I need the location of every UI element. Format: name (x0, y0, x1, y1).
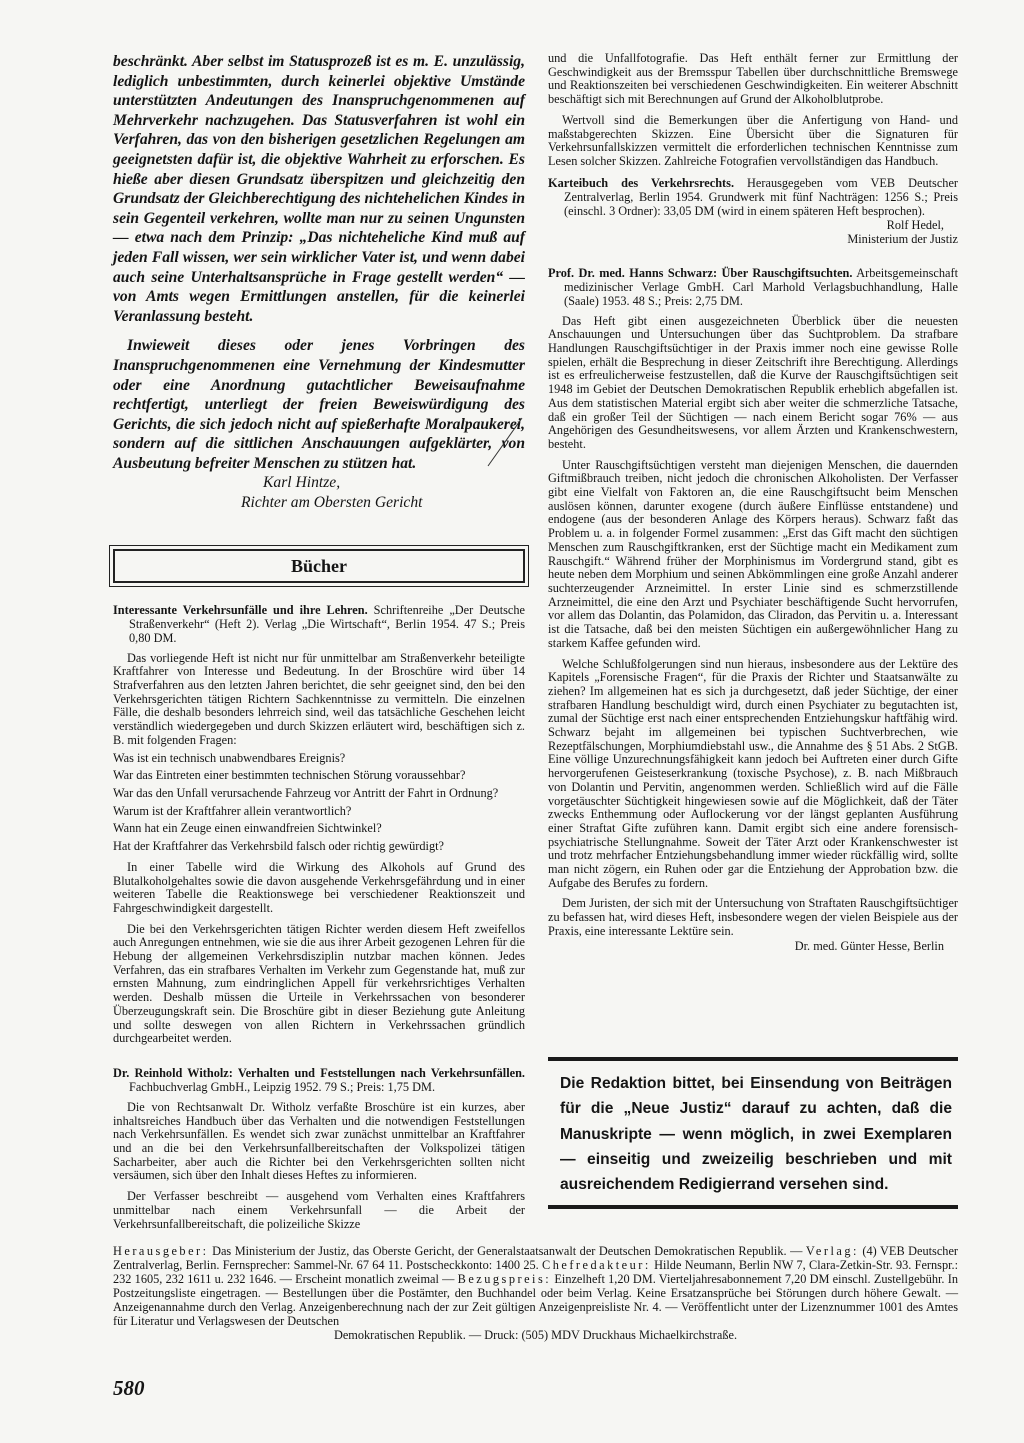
divider (548, 1205, 958, 1209)
imprint-label: Chefredakteur: (542, 1258, 651, 1272)
review-paragraph: Der Verfasser beschreibt — ausgehend vom Verhalten eines Kraftfahrers unmittelbar nach einem Verkehrsunfall — die Arbeit der Verkehrsunfallbereitschaft, die polizeiliche Skizze (113, 1189, 525, 1231)
imprint-value: (4) VEB Deutscher Zentralverlag, Berlin. Fernsprecher: Sammel-Nr. 67 64 11. Postscheckkonto: 1400 25. (113, 1244, 958, 1272)
book-entry-3 (548, 176, 958, 218)
question-item: War das den Unfall verursachende Fahrzeug vor Antritt der Fahrt in Ordnung? (113, 785, 499, 800)
review-paragraph: und die Unfallfotografie. Das Heft enthält ferner zur Ermittlung der Geschwindigkeit aus der Bremsspur Tabellen über durchschnittliche Bremswege und Reaktionszeiten bei verschiedenen Geschwindigkeiten. Ein weiterer Abschnitt beschäftigt sich mit Berechnungen auf Grund der Alkoholblutprobe. (548, 51, 958, 107)
left-column (113, 52, 525, 1231)
question-item: Warum ist der Kraftfahrer allein verantwortlich? (113, 803, 352, 818)
book-title: Prof. Dr. med. Hanns Schwarz: Über Rauschgiftsuchten. (548, 265, 853, 280)
book-info: Herausgegeben vom VEB Deutscher Zentralverlag, Berlin 1954. Grundwerk mit fünf Nachträgen: 1256 S.; Preis (einschl. 3 Ordner): 33,05 DM (wird in einem späteren Heft besprochen). (564, 175, 959, 218)
review-paragraph: Das vorliegende Heft ist nicht nur für unmittelbar am Straßenverkehr beteiligte Kraftfahrer von Interesse und Bedeutung. In der Broschüre wird über 14 Strafverfahren aus den letzten Jahren berichtet, die sehr geeignet sind, den bei den Verkehrsgerichten tätigen Richtern Sachkenntnisse zu vermitteln. Die einzelnen Fälle, die deshalb besonders lehrreich sind, weil das tatsächliche Geschehen leicht verständlich wiedergegeben und durch Skizzen erläutert wird, beschäftigen sich z. B. mit folgenden Fragen: (113, 650, 525, 747)
imprint-value: Hilde Neumann, Berlin NW 7, Clara-Zetkin-Str. 93. Fernspr.: 232 1605, 232 1611 u. 232 1646. — Erscheint monatlich zweimal — (113, 1258, 959, 1286)
book-title: Interessante Verkehrsunfälle und ihre Lehren. (113, 602, 368, 617)
review-paragraph: Die von Rechtsanwalt Dr. Witholz verfaßte Broschüre ist ein kurzes, aber inhaltsreiches Handbuch über das Verhalten und die notwendigen Feststellungen nach Verkehrsunfällen. Es wendet sich zwar zunächst unmittelbar an Kraftfahrer und an die bei den Verkehrsunfallbereitschaften der Volkspolizei tätigen Sacharbeiter, aber auch die Richter bei den Verkehrsgerichten sollten nicht versäumen, sich über den Inhalt dieses Heftes zu informieren. (113, 1099, 525, 1183)
question-item: War das Eintreten einer bestimmten technischen Störung voraussehbar? (113, 768, 466, 783)
review-paragraph: Welche Schlußfolgerungen sind nun hieraus, insbesondere aus der Lektüre des Kapitels „Forensische Fragen“, für die Praxis der Richter und Staatsanwälte zu ziehen? Im allgemeinen hat es sich ja durchgesetzt, daß jeder Süchtige, der einer strafbaren Handlung beschuldigt wird, durch einen Psychiater zu begutachten ist, zumal der Süchtige erst nach einer entsprechenden Entziehungskur haftfähig wird. Schwarz bejaht im allgemeinen bei typischen Suchtverbrechen, wie Rezeptfälschungen, Morphiumdiebstahl usw., die Annahme des § 51 Abs. 2 StGB. Eine völlige Unzurechnungsfähigkeit kann jedoch bei Auftreten einer durch Gifte hervorgerufenen Geisteserkrankung (toxische Psychose), z. B. nach Mißbrauch von Dolantin und Pervitin, angenommen werden. Schließlich wird auf die Fälle vorgetäuschter Süchtigkeit hingewiesen sowie auf die Möglichkeit, daß der Täter zwecks Enthemmung oder Auflockerung vor der längst geplanten Ausführung einer Straftat Gifte zuführen kann. Damit ergibt sich eine andere forensisch-psychiatrische Stellungnahme. Soweit der Täter Arzt oder Krankenschwester ist und trotz mehrfacher Entziehungsbehandlung immer wieder rückfällig wird, sollte man nicht zögern, ein Ruhen oder gar die Entziehung der Approbation bzw. die Aufgabe des Berufes zu fordern. (548, 656, 958, 890)
right-column (548, 52, 958, 953)
book-info: Schriftenreihe „Der Deutsche Straßenverkehr“ (Heft 2). Verlag „Die Wirtschaft“, Berlin 1954. 47 S.; Preis 0,80 DM. (129, 602, 525, 645)
imprint-text (113, 1244, 958, 1328)
section-heading-buecher: Bücher (113, 549, 525, 583)
signature-name: Dr. med. Günter Hesse, Berlin (794, 938, 944, 953)
imprint-last-line: Demokratischen Republik. — Druck: (505) MDV Druckhaus Michaelkirchstraße. (333, 1328, 738, 1342)
imprint-label: Verlag: (805, 1244, 859, 1258)
review-paragraph: Das Heft gibt einen ausgezeichneten Überblick über die neuesten Anschauungen und Untersuchungen über das Suchtproblem. Da strafbare Handlungen Rauschgiftsüchtiger in der Praxis immer noch eine gewisse Rolle spielen, erhält die Besprechung in dieser Zeitschrift ihre Berechtigung. Allerdings ist es erfreulicherweise festzustellen, daß die Kurve der Rauschgiftsüchtigen seit 1948 im Gebiet der Deutschen Demokratischen Republik erheblich abgefallen ist. Aus dem statistischen Material ergibt sich aber weiter die schmerzliche Tatsache, daß ein großer Teil der Süchtigen — nach einem Bericht sogar 76% — aus Angehörigen des Gesundheitswesens, vor allem Ärzten und Krankenschwestern, besteht. (548, 313, 958, 451)
italic-paragraph-1: beschränkt. Aber selbst im Statusprozeß ist es m. E. unzulässig, lediglich unbestimmten, durch keinerlei objektive Umstände unterstützten Andeutungen des Inanspruchgenommenen auf Mehrverkehr nachzugehen. Das Statusverfahren ist wohl ein Verfahren, das von den bisherigen gesetzlichen Regelungen am geeignetsten dafür ist, die objektive Wahrheit zu erforschen. Es hieße aber diesen Grundsatz überspitzen und gleichzeitig den Grundsatz der Gleichberechtigung des nichtehelichen Kindes in sein Gegenteil verkehren, wollte man nur zu seinen Ungunsten — etwa nach dem Prinzip: „Das nichteheliche Kind muß auf jeden Fall wissen, wer sein wirklicher Vater ist, und wenn dabei auch seine Unterhaltsansprüche in Frage gestellt werden“ — von Amts wegen Ermittlungen anstellen, für die keinerlei Veranlassung besteht. (113, 53, 525, 325)
notice-text: Die Redaktion bittet, bei Einsendung von Beiträgen für die „Neue Justiz“ darauf zu achten, daß die Manuskripte — wenn möglich, in zwei Exemplaren — einseitig und zweizeilig beschrieben und mit ausreichendem Redigierrand versehen sind. (560, 1075, 952, 1194)
question-item: Was ist ein technisch unabwendbares Ereignis? (113, 750, 346, 765)
review-paragraph: In einer Tabelle wird die Wirkung des Alkohols auf Grund des Blutalkoholgehaltes sowie die davon ausgehende Verkehrsgefährdung und in einer weiteren Tabelle die Reaktionswege bei verschiedener Reaktionszeit und Fahrgeschwindigkeit dargestellt. (113, 859, 525, 915)
imprint-label: Herausgeber: (113, 1244, 209, 1258)
pen-stroke-mark (486, 416, 526, 468)
book-entry-4 (548, 266, 958, 308)
book-entry-2 (113, 1066, 525, 1094)
review-paragraph: Unter Rauschgiftsüchtigen versteht man diejenigen Menschen, die dauernden Giftmißbrauch treiben, nicht jedoch die chronischen Alkoholisten. Der Verfasser gibt eine Vielfalt von Faktoren an, die eine Rauschgiftsucht beim Menschen auslösen können, darunter exogene (durch äußere Einflüsse entstandene) und endogene (aus der besonderen Anlage des Körpers heraus). Schwarz faßt das Problem u. a. in folgender Formel zusammen: „Erst das Gift macht den süchtigen Menschen zum Rauschgiftkranken, erst der Süchtige macht ein Medikament zum Rauschgift.“ Während früher der Morphinismus im Vordergrund stand, gibt es heute neben dem Morphium und seinen Abkömmlingen eine große Anzahl anderer suchterzeugender Arzneimittel. In erster Linie sind es schmerzstillende Arzneimittel, die eine den Arzt und Psychiater beschäftigende Sucht hervorrufen, vor allem das Dolantin, das Polamidon, das Cliradon, das Pervitin u. a. Interessant ist die Tatsache, daß bei den meisten Süchtigen ein außergewöhnlicher Hang zu starkem Kaffee gefunden wird. (548, 457, 958, 650)
review-paragraph: Dem Juristen, der sich mit der Untersuchung von Straftaten Rauschgiftsüchtiger zu befassen hat, wird dieses Heft, insbesondere wegen der vielen Beispiele aus der Praxis, eine interessante Lektüre sein. (548, 896, 958, 938)
page-number: 580 (113, 1376, 145, 1400)
editorial-notice (548, 1057, 958, 1209)
imprint (113, 1244, 958, 1342)
book-info: Fachbuchverlag GmbH., Leipzig 1952. 79 S.; Preis: 1,75 DM. (129, 1079, 436, 1094)
signature-title: Ministerium der Justiz (847, 231, 958, 246)
imprint-label: Bezugspreis: (457, 1272, 552, 1286)
imprint-value: Das Ministerium der Justiz, das Oberste Gericht, der Generalstaatsanwalt der Deutschen Demokratischen Republik. — (208, 1244, 806, 1258)
book-info: Arbeitsgemeinschaft medizinischer Verlage GmbH. Carl Marhold Verlagsbuchhandlung, Halle (Saale) 1953. 48 S.; Preis: 2,75 DM. (564, 265, 958, 308)
review-paragraph: Die bei den Verkehrsgerichten tätigen Richter werden diesem Heft zweifellos auch Anregungen entnehmen, wie sie die aus ihrer Arbeit gezogenen Lehren für die Hebung der allgemeinen Verkehrsdisziplin nutzbar machen können. Jedes Verfahren, das ein strafbares Verhalten im Verkehr zum Gegenstande hat, muß zur ernsten Mahnung, zum eindringlichen Appell für verkehrsrichtiges Verhalten werden. Deshalb müssen die Urteile in Verkehrssachen von besonderer Überzeugungskraft sein. Die Broschüre gibt in dieser Beziehung gute Anleitung und sollte deswegen von allen Richtern in Verkehrssachen gründlich durchgearbeitet werden. (113, 921, 525, 1046)
signature-name: Karl Hintze, (263, 474, 341, 492)
question-item: Hat der Kraftfahrer das Verkehrsbild falsch oder richtig gewürdigt? (113, 839, 444, 854)
imprint-value: Einzelheft 1,20 DM. Vierteljahresabonnement 7,20 DM einschl. Zustellgebühr. In Postzeitungsliste eingetragen. — Bestellungen über die Postämter, den Buchhandel oder beim Verlag. Keine Ersatzansprüche bei Störungen durch höhere Gewalt. — Anzeigenannahme durch den Verlag. Anzeigenberechnung nach der zur Zeit gültigen Anzeigenpreisliste Nr. 4. — Veröffentlicht unter der Lizenznummer 1001 des Amtes für Literatur und Verlagswesen der Deutschen (113, 1272, 958, 1328)
question-item: Wann hat ein Zeuge einen einwandfreien Sichtwinkel? (113, 821, 382, 836)
signature-name: Rolf Hedel, (886, 217, 944, 232)
book-title: Dr. Reinhold Witholz: Verhalten und Feststellungen nach Verkehrsunfällen. (113, 1065, 525, 1080)
book-entry-1 (113, 603, 525, 645)
review-paragraph: Wertvoll sind die Bemerkungen über die Anfertigung von Hand- und maßstabgerechten Skizzen. Eine Übersicht über die Signaturen für Verkehrsunfallskizzen vermittelt die erforderlichen technischen Kenntnisse zum Lesen solcher Skizzen. Zahlreiche Fotografien vervollständigen das Handbuch. (548, 112, 958, 168)
italic-paragraph-2: Inwieweit dieses oder jenes Vorbringen des Inanspruchgenommenen eine Vernehmung der Kindesmutter oder eine Anordnung gutachtlicher Beweisaufnahme rechtfertigt, unterliegt der freien Beweiswürdigung des Gerichts, die sich jedoch nicht auf spießerhafte Moralpaukerei, sondern auf die sittlichen Anschauungen aufgeklärter, von Ausbeutung befreiter Menschen zu stützen hat. (113, 337, 525, 472)
signature-title: Richter am Obersten Gericht (241, 494, 423, 512)
book-title: Karteibuch des Verkehrsrechts. (548, 175, 735, 190)
